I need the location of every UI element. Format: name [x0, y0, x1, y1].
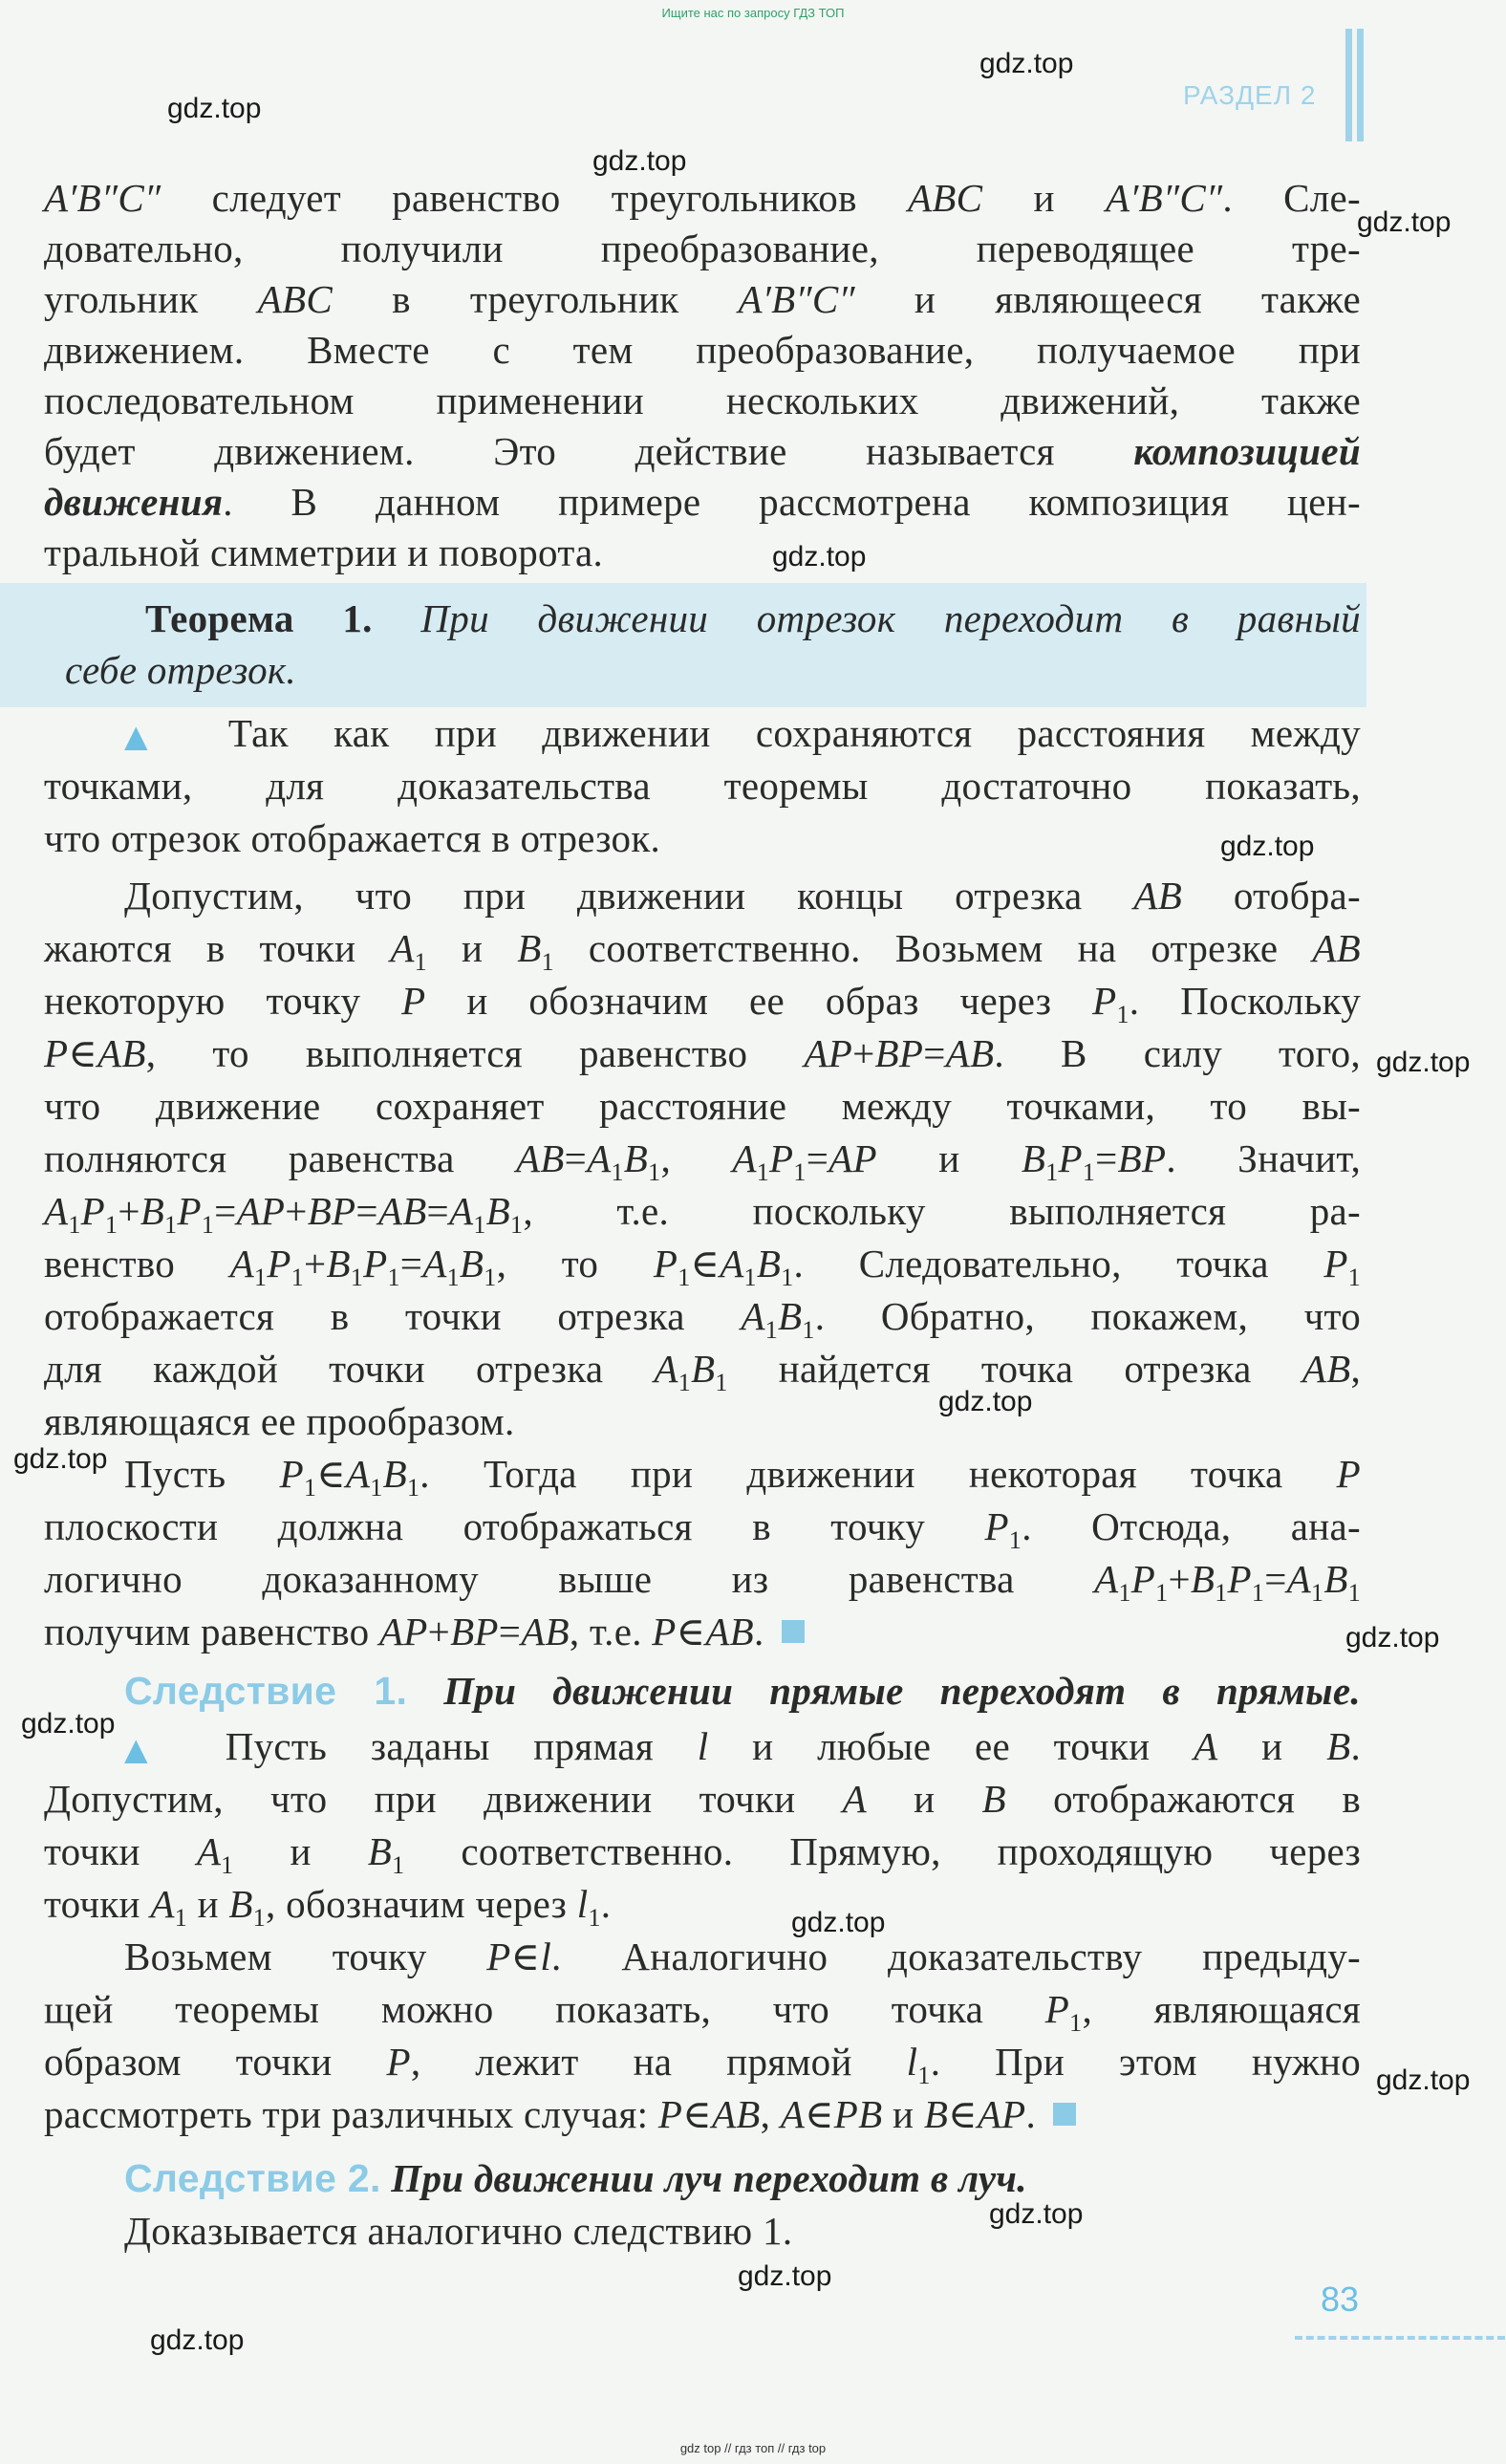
text-line: точки $A_1$ и $B_1$ соответственно. Прямую, проходящую через [44, 1829, 1361, 1879]
text-line: являющаяся ее прообразом. [44, 1399, 515, 1443]
text-line: точками, для доказательства теоремы достаточно показать, [44, 764, 1361, 808]
text-line: P∈AB, то выполняется равенство AP+BP=AB. В силу того, [44, 1031, 1361, 1075]
text-line: что движение сохраняет расстояние между точками, то вы- [44, 1084, 1361, 1128]
watermark: gdz.top [13, 1443, 108, 1475]
text-line: рассмотреть три различных случая: P∈AB, A∈PB и B∈AP. [44, 2088, 1361, 2140]
text-line: ▲ Пусть заданы прямая l и любые ее точки A и B. [124, 1724, 1361, 1768]
theorem-1: себе отрезок. [65, 648, 296, 692]
theorem-label: Теорема 1. [145, 596, 373, 640]
text-line: Возьмем точку P∈l. Аналогично доказательству предыду- [124, 1934, 1361, 1978]
text-line: что отрезок отображается в отрезок. [44, 816, 661, 860]
text-line: плоскости должна отображаться в точку $P_1$. Отсюда, ана- [44, 1504, 1361, 1554]
watermark: gdz.top [979, 48, 1074, 79]
text-line: тральной симметрии и поворота. [44, 530, 604, 574]
watermark: gdz.top [772, 541, 867, 573]
watermark: gdz.top [21, 1708, 116, 1740]
watermark: gdz.top [1220, 831, 1315, 862]
text-line: $A_1P_1+B_1P_1=AP+BP=AB=A_1B_1$, т.е. поскольку выполняется ра- [44, 1189, 1361, 1239]
text-line: Допустим, что при движении концы отрезка AB отобра- [124, 874, 1361, 918]
text-line: некоторую точку P и обозначим ее образ через $P_1$. Поскольку [44, 979, 1362, 1028]
watermark: gdz.top [167, 93, 262, 124]
watermark: gdz.top [791, 1907, 886, 1938]
text-line: последовательном применении нескольких движений, также [44, 378, 1361, 422]
watermark: gdz.top [1376, 2064, 1471, 2096]
text-line: довательно, получили преобразование, переводящее тре- [44, 227, 1361, 270]
text-line: Пусть $P_1\in A_1B_1$. Тогда при движении некоторая точка P [124, 1452, 1361, 1502]
watermark: gdz.top [938, 1386, 1033, 1417]
text-line: движением. Вместе с тем преобразование, получаемое при [44, 328, 1361, 372]
top-note: Ищите нас по запросу ГДЗ ТОП [661, 6, 845, 20]
watermark: gdz.top [1345, 1622, 1440, 1653]
text-line: для каждой точки отрезка $A_1B_1$ найдется точка отрезка AB, [44, 1347, 1361, 1396]
text-line: щей теоремы можно показать, что точка $P_1$, являющаяся [44, 1987, 1361, 2037]
text-line: движения. В данном примере рассмотрена композиция цен- [44, 480, 1361, 524]
text-line: точки $A_1$ и $B_1$, обозначим через $l_1$. [44, 1882, 612, 1932]
triangle-icon: ▲ [124, 1731, 183, 1767]
watermark: gdz.top [738, 2260, 832, 2292]
text-line: получим равенство AP+BP=AB, т.е. P∈AB. [44, 1606, 1361, 1657]
text-line: будет движением. Это действие называется композицией [44, 429, 1361, 473]
text-line: жаются в точки $A_1$ и $B_1$ соответственно. Возьмем на отрезке AB [44, 926, 1362, 976]
watermark: gdz.top [1376, 1047, 1471, 1078]
section-label: РАЗДЕЛ 2 [1183, 80, 1317, 110]
text-line: Допустим, что при движении точки A и B отображаются в [44, 1777, 1361, 1821]
watermark: gdz.top [1357, 206, 1452, 238]
qed-icon [782, 1620, 805, 1643]
text-line: угольник ABC в треугольник A′B″C″ и являющееся также [44, 277, 1361, 321]
text-line: венство $A_1P_1+B_1P_1=A_1B_1$, то $P_1\in A_1B_1$. Следовательно, точка $P_1$ [44, 1242, 1361, 1291]
text-line: ▲ Так как при движении сохраняются расстояния между [124, 711, 1361, 755]
watermark: gdz.top [150, 2324, 245, 2356]
text-line: A′B″C″ следует равенство треугольников ABC и A′B″C″. Сле- [44, 176, 1361, 220]
footer-links: gdz top // гдз топ // гдз top [679, 2441, 827, 2455]
consequence-2: Следствие 2. При движении луч переходит в луч. [124, 2156, 1027, 2200]
text-line: полняются равенства $AB=A_1B_1$, $A_1P_1=AP$ и $B_1P_1=BP$. Значит, [44, 1136, 1362, 1186]
theorem-1: Теорема 1. При движении отрезок переходит в равный [145, 596, 1361, 640]
text-line: логично доказанному выше из равенства $A_1P_1+B_1P_1=A_1B_1$ [44, 1557, 1361, 1607]
text-line: Доказывается аналогично следствию 1. [124, 2209, 793, 2253]
watermark: gdz.top [592, 145, 687, 177]
qed-icon [1053, 2103, 1076, 2126]
consequence-1: Следствие 1. При движении прямые переходят в прямые. [124, 1669, 1361, 1713]
text-line: отображается в точки отрезка $A_1B_1$. Обратно, покажем, что [44, 1294, 1362, 1344]
watermark: gdz.top [989, 2198, 1084, 2230]
consequence-label: Следствие 1. [124, 1669, 408, 1713]
consequence-label: Следствие 2. [124, 2156, 381, 2200]
section-bar [1357, 29, 1364, 141]
triangle-icon: ▲ [124, 718, 183, 754]
section-bar [1345, 29, 1352, 141]
page-number: 83 [1321, 2280, 1360, 2319]
text-line: образом точки P, лежит на прямой $l_1$. При этом нужно [44, 2040, 1361, 2089]
page-dash [1295, 2336, 1505, 2340]
